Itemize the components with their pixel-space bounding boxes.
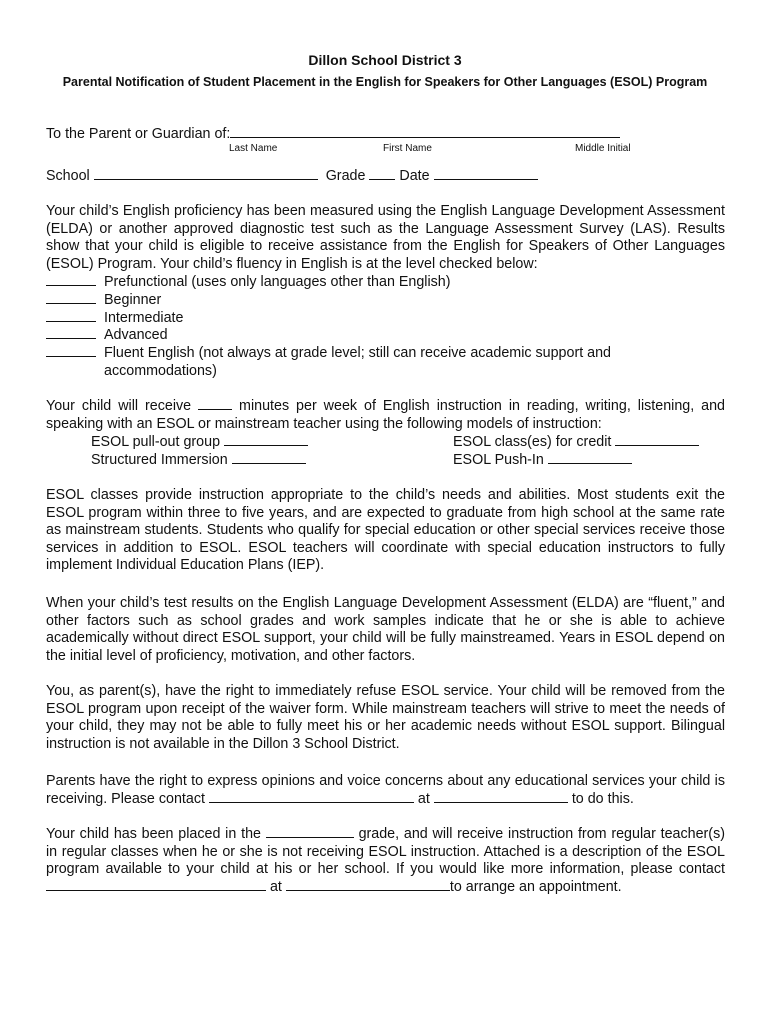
- concerns-paragraph: [46, 773, 725, 808]
- district-title: Dillon School District 3: [308, 52, 462, 68]
- concerns-at: at: [417, 790, 430, 807]
- level-row: [46, 274, 451, 292]
- refuse-paragraph: You, as parent(s), have the right to immediately refuse ESOL service. Your child will be removed from the ESOL program upon receipt of the waiver form. While mainstream teachers will strive to meet the needs of your child, they may not be able to fully meet his or her academic needs without ESOL support. Bilingual instruction is not available in the Dillon 3 School District.: [46, 683, 725, 752]
- intro-paragraph: Your child’s English proficiency has been measured using the English Language Development Assessment (ELDA) or another approved diagnostic test such as the Language Assessment Survey (LAS). Results show that your child is eligible to receive assistance from the English for Speakers of Other Languages (ESOL) Program. Your child’s fluency in English is at the level checked below:: [46, 203, 725, 272]
- guardian-label: To the Parent or Guardian of:: [46, 126, 231, 142]
- model-credit-label: ESOL class(es) for credit: [453, 434, 612, 450]
- level-label: Fluent English (not always at grade level; still can receive academic support and accommodations): [104, 345, 612, 379]
- model-pullout: [91, 434, 308, 452]
- minutes-before: Your child will receive: [46, 398, 192, 414]
- elda-paragraph: When your child’s test results on the English Language Development Assessment (ELDA) are “fluent,” and other factors such as school grades and work samples indicate that he or she is able to achieve academically without direct ESOL support, your child will be fully mainstreamed. Years in ESOL depend on the initial level of proficiency, motivation, and other factors.: [46, 595, 725, 664]
- model-immersion-label: Structured Immersion: [91, 452, 228, 468]
- concerns-location-blank[interactable]: [434, 801, 568, 803]
- level-check-blank[interactable]: [46, 284, 96, 286]
- minutes-paragraph: [46, 398, 725, 433]
- guardian-name-blank[interactable]: [230, 136, 620, 138]
- model-pullout-blank[interactable]: [224, 444, 308, 446]
- level-check-blank[interactable]: [46, 355, 96, 357]
- grade-blank[interactable]: [369, 178, 395, 180]
- minutes-after: minutes per week of English instruction in reading, writing, listening, and speaking with an ESOL or mainstream teacher using the following models of instruction:: [46, 398, 725, 432]
- model-pullout-label: ESOL pull-out group: [91, 434, 221, 450]
- model-credit-blank[interactable]: [615, 444, 699, 446]
- level-check-blank[interactable]: [46, 320, 96, 322]
- last-name-caption: Last Name: [229, 143, 278, 154]
- level-label: Beginner: [104, 292, 162, 308]
- concerns-contact-blank[interactable]: [209, 801, 414, 803]
- model-pushin-label: ESOL Push-In: [453, 452, 544, 468]
- esol-classes-paragraph: ESOL classes provide instruction appropriate to the child’s needs and abilities. Most students exit the ESOL program within three to five years, and are expected to graduate from high school at the same rate as mainstream students. Students who qualify for special education or other special services receive those services in addition to ESOL. ESOL teachers will coordinate with special education instructors to fully implement Individual Education Plans (IEP).: [46, 487, 725, 574]
- level-row: [46, 310, 183, 328]
- school-label: School: [46, 168, 90, 184]
- level-check-blank[interactable]: [46, 337, 96, 339]
- date-blank[interactable]: [434, 178, 538, 180]
- level-row: [46, 292, 161, 310]
- level-check-blank[interactable]: [46, 302, 96, 304]
- level-label: Intermediate: [104, 310, 184, 326]
- level-label: Prefunctional (uses only languages other than English): [104, 274, 451, 290]
- first-name-caption: First Name: [383, 143, 432, 154]
- model-pushin: [453, 452, 632, 470]
- level-row: [46, 345, 666, 380]
- concerns-text: Parents have the right to express opinions and voice concerns about any educational services your child is receiving. Please contact: [46, 773, 725, 807]
- model-pushin-blank[interactable]: [548, 462, 632, 464]
- model-immersion-blank[interactable]: [232, 462, 306, 464]
- school-grade-date-line: [46, 168, 538, 186]
- minutes-blank[interactable]: [198, 408, 232, 410]
- level-row: [46, 327, 168, 345]
- concerns-end: to do this.: [571, 790, 634, 807]
- placed-at: at: [269, 878, 282, 895]
- placed-after: grade, and will receive instruction from regular teacher(s) in regular classes when he or she is not receiving ESOL instruction. Attached is a description of the ESOL program available to your child at his or her school. If you would like more information, please contact: [46, 826, 725, 878]
- placed-contact-blank[interactable]: [46, 889, 266, 891]
- school-blank[interactable]: [94, 178, 318, 180]
- form-subtitle: Parental Notification of Student Placement in the English for Speakers for Other Languages (ESOL) Program: [62, 75, 708, 89]
- level-label: Advanced: [104, 327, 168, 343]
- placed-grade-blank[interactable]: [266, 836, 354, 838]
- placed-end: to arrange an appointment.: [449, 878, 622, 895]
- model-credit: [453, 434, 699, 452]
- placed-before: Your child has been placed in the: [46, 826, 261, 842]
- grade-label: Grade: [325, 168, 366, 184]
- placed-location-blank[interactable]: [286, 889, 450, 891]
- guardian-line: [46, 126, 620, 144]
- model-immersion: [91, 452, 306, 470]
- date-label: Date: [399, 168, 430, 184]
- middle-initial-caption: Middle Initial: [575, 143, 631, 154]
- placed-paragraph: [46, 826, 725, 896]
